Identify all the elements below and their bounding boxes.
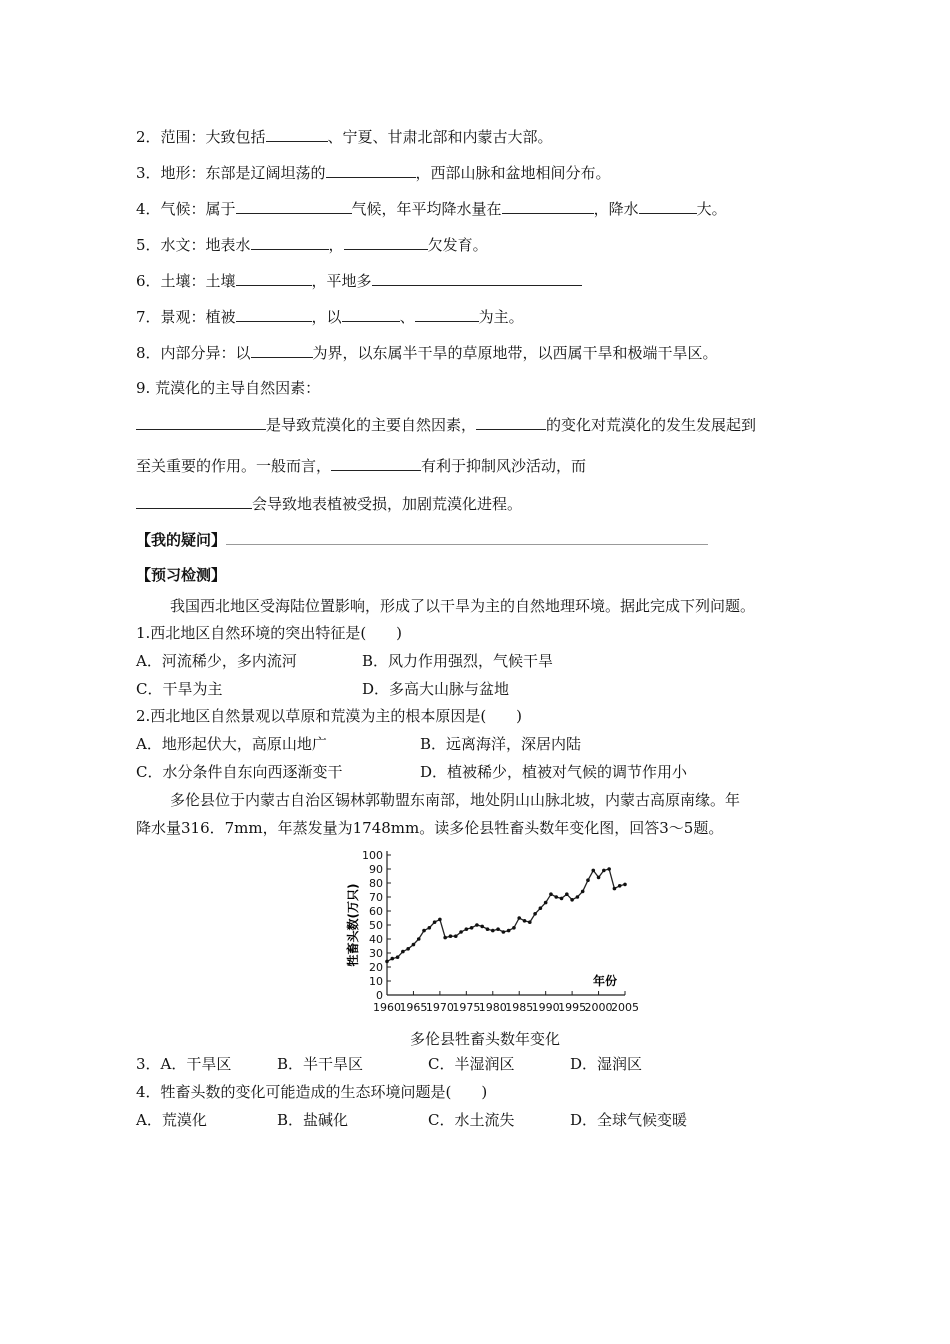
q4-option-d[interactable]: D．全球气候变暖 (570, 1111, 688, 1129)
text: 2．范围：大致包括 (136, 128, 266, 146)
q1-stem: 1.西北地区自然环境的突出特征是( ) (136, 624, 403, 642)
blank-field[interactable] (639, 198, 697, 214)
blank-field[interactable] (236, 270, 312, 286)
data-point (438, 918, 442, 922)
fill-line-4 (136, 198, 727, 219)
blank-field[interactable] (331, 455, 421, 471)
intro-1: 我国西北地区受海陆位置影响，形成了以干旱为主的自然地理环境。据此完成下列问题。 (170, 597, 756, 615)
text: 欠发育。 (427, 236, 488, 254)
data-point (385, 960, 389, 964)
data-point (417, 937, 421, 941)
y-tick-label: 40 (369, 933, 383, 946)
blank-field[interactable] (502, 198, 594, 214)
x-tick-label: 1960 (373, 1001, 401, 1014)
fill-line-10 (136, 414, 756, 435)
text: 6．土壤：土壤 (136, 272, 236, 290)
fill-line-9 (136, 378, 320, 398)
blank-field[interactable] (251, 234, 329, 250)
section-check: 【预习检测】 (136, 566, 227, 584)
fill-line-8 (136, 342, 718, 363)
section-doubt (136, 529, 708, 550)
data-point (480, 925, 484, 929)
q2-stem: 2.西北地区自然景观以草原和荒漠为主的根本原因是( ) (136, 707, 523, 725)
blank-field[interactable] (476, 414, 546, 430)
blank-field[interactable] (136, 414, 266, 430)
text: 9. 荒漠化的主导自然因素： (136, 379, 321, 397)
fill-line-2 (136, 126, 553, 147)
y-axis-label: 牲畜头数(万只) (346, 883, 360, 967)
q1-option-c[interactable]: C．干旱为主 (136, 680, 223, 698)
blank-field[interactable] (372, 270, 582, 286)
x-tick-label: 2000 (584, 1001, 613, 1014)
x-tick-label: 1970 (425, 1001, 454, 1014)
blank-field[interactable] (236, 306, 312, 322)
intro-2a: 多伦县位于内蒙古自治区锡林郭勒盟东南部，地处阴山山脉北坡，内蒙古高原南缘。年 (170, 791, 741, 809)
fill-line-12 (136, 493, 522, 514)
data-point (465, 927, 469, 931)
q1-option-b[interactable]: B．风力作用强烈，气候干旱 (362, 652, 554, 670)
fill-line-6 (136, 270, 582, 291)
data-point (549, 892, 553, 896)
q2-option-b[interactable]: B．远离海洋，深居内陆 (420, 735, 582, 753)
fill-line-5 (136, 234, 488, 255)
x-axis-label: 年份 (592, 974, 617, 988)
text: 为主。 (478, 308, 524, 326)
doubt-input[interactable] (226, 529, 708, 545)
data-point (517, 916, 521, 920)
data-point (591, 869, 595, 873)
text: ，降水 (593, 200, 639, 218)
data-point (607, 867, 611, 871)
y-tick-label: 0 (376, 989, 383, 1002)
data-point (496, 927, 500, 931)
q3-option-c[interactable]: C．半湿润区 (428, 1055, 515, 1073)
blank-field[interactable] (136, 493, 252, 509)
text: ， (328, 236, 344, 254)
data-point (401, 950, 405, 954)
data-point (602, 869, 606, 873)
x-tick-label: 1975 (452, 1001, 481, 1014)
data-point (475, 923, 479, 927)
y-tick-label: 20 (369, 961, 383, 974)
data-point (560, 897, 564, 901)
data-point (554, 895, 558, 899)
q1-option-a[interactable]: A．河流稀少，多内流河 (136, 652, 297, 670)
y-tick-label: 80 (369, 877, 383, 890)
data-point (428, 926, 432, 930)
text: 3．地形：东部是辽阔坦荡的 (136, 164, 326, 182)
q4-stem: 4．牲畜头数的变化可能造成的生态环境问题是( ) (136, 1083, 488, 1101)
data-point (512, 926, 516, 930)
text: 气候，年平均降水量在 (351, 200, 502, 218)
text: ，平地多 (311, 272, 372, 290)
data-point (433, 920, 437, 924)
data-point (491, 929, 495, 933)
data-point (390, 957, 394, 961)
data-point (449, 934, 453, 938)
blank-field[interactable] (342, 306, 400, 322)
x-tick-label: 1990 (531, 1001, 560, 1014)
data-point (502, 930, 506, 934)
y-tick-label: 30 (369, 947, 383, 960)
data-point (422, 929, 426, 933)
data-point (443, 936, 447, 940)
data-point (597, 876, 601, 880)
y-tick-label: 90 (369, 863, 383, 876)
blank-field[interactable] (344, 234, 428, 250)
text: 有利于抑制风沙活动，而 (421, 457, 587, 475)
y-tick-label: 70 (369, 891, 383, 904)
q2-option-d[interactable]: D．植被稀少，植被对气候的调节作用小 (420, 763, 688, 781)
text: 为界，以东属半干旱的草原地带，以西属干旱和极端干旱区。 (312, 344, 718, 362)
x-tick-label: 1980 (478, 1001, 507, 1014)
blank-field[interactable] (415, 306, 479, 322)
text: 大。 (696, 200, 727, 218)
x-tick-label: 2005 (611, 1001, 639, 1014)
text: 8．内部分异：以 (136, 344, 251, 362)
x-tick-label: 1985 (505, 1001, 534, 1014)
blank-field[interactable] (251, 342, 313, 358)
x-tick-label: 1995 (558, 1001, 587, 1014)
data-point (544, 901, 548, 905)
data-point (454, 934, 458, 938)
q3-option-a[interactable]: 3．A．干旱区 (136, 1055, 232, 1073)
data-point (623, 883, 627, 887)
text: 至关重要的作用。一般而言， (136, 457, 332, 475)
section-doubt-label: 【我的疑问】 (136, 531, 227, 549)
text: 是导致荒漠化的主要自然因素， (266, 416, 477, 434)
data-point (576, 895, 580, 899)
data-point (412, 943, 416, 947)
blank-field[interactable] (326, 162, 416, 178)
text: 、宁夏、甘肃北部和内蒙古大部。 (327, 128, 553, 146)
data-point (470, 926, 474, 930)
intro-2b: 降水量316．7mm，年蒸发量为1748mm。读多伦县牲畜头数年变化图，回答3～5题。 (136, 819, 724, 837)
text: 4．气候：属于 (136, 200, 236, 218)
q2-option-a[interactable]: A．地形起伏大，高原山地广 (136, 735, 327, 753)
x-tick-label: 1965 (399, 1001, 428, 1014)
blank-field[interactable] (236, 198, 352, 214)
data-point (523, 919, 527, 923)
q3-option-d[interactable]: D．湿润区 (570, 1055, 643, 1073)
data-point (581, 890, 585, 894)
y-tick-label: 50 (369, 919, 383, 932)
q3-option-b[interactable]: B．半干旱区 (277, 1055, 364, 1073)
fill-line-3 (136, 162, 611, 183)
data-point (618, 884, 622, 888)
q2-option-c[interactable]: C．水分条件自东向西逐渐变干 (136, 763, 343, 781)
data-point (533, 912, 537, 916)
data-point (406, 947, 410, 951)
q4-option-c[interactable]: C．水土流失 (428, 1111, 515, 1129)
y-tick-label: 10 (369, 975, 383, 988)
data-point (459, 930, 463, 934)
data-point (396, 955, 400, 959)
q4-option-a[interactable]: A．荒漠化 (136, 1111, 207, 1129)
text: 的变化对荒漠化的发生发展起到 (546, 416, 757, 434)
data-point (486, 927, 490, 931)
data-point (507, 929, 511, 933)
text: 5．水文：地表水 (136, 236, 251, 254)
text: ，以 (311, 308, 342, 326)
blank-field[interactable] (266, 126, 328, 142)
livestock-chart (335, 845, 639, 1020)
data-point (528, 920, 532, 924)
data-point (570, 898, 574, 902)
text: 、 (399, 308, 415, 326)
data-point (613, 887, 617, 891)
chart-caption: 多伦县牲畜头数年变化 (410, 1030, 561, 1048)
y-tick-label: 60 (369, 905, 383, 918)
text: 会导致地表植被受损，加剧荒漠化进程。 (252, 495, 523, 513)
q4-option-b[interactable]: B．盐碱化 (277, 1111, 349, 1129)
data-point (565, 892, 569, 896)
q1-option-d[interactable]: D．多高大山脉与盆地 (362, 680, 510, 698)
series-line (387, 869, 625, 961)
data-point (539, 906, 543, 910)
y-tick-label: 100 (362, 849, 383, 862)
fill-line-7 (136, 306, 524, 327)
text: 7．景观：植被 (136, 308, 236, 326)
data-point (586, 878, 590, 882)
text: ，西部山脉和盆地相间分布。 (415, 164, 611, 182)
fill-line-11 (136, 455, 586, 476)
